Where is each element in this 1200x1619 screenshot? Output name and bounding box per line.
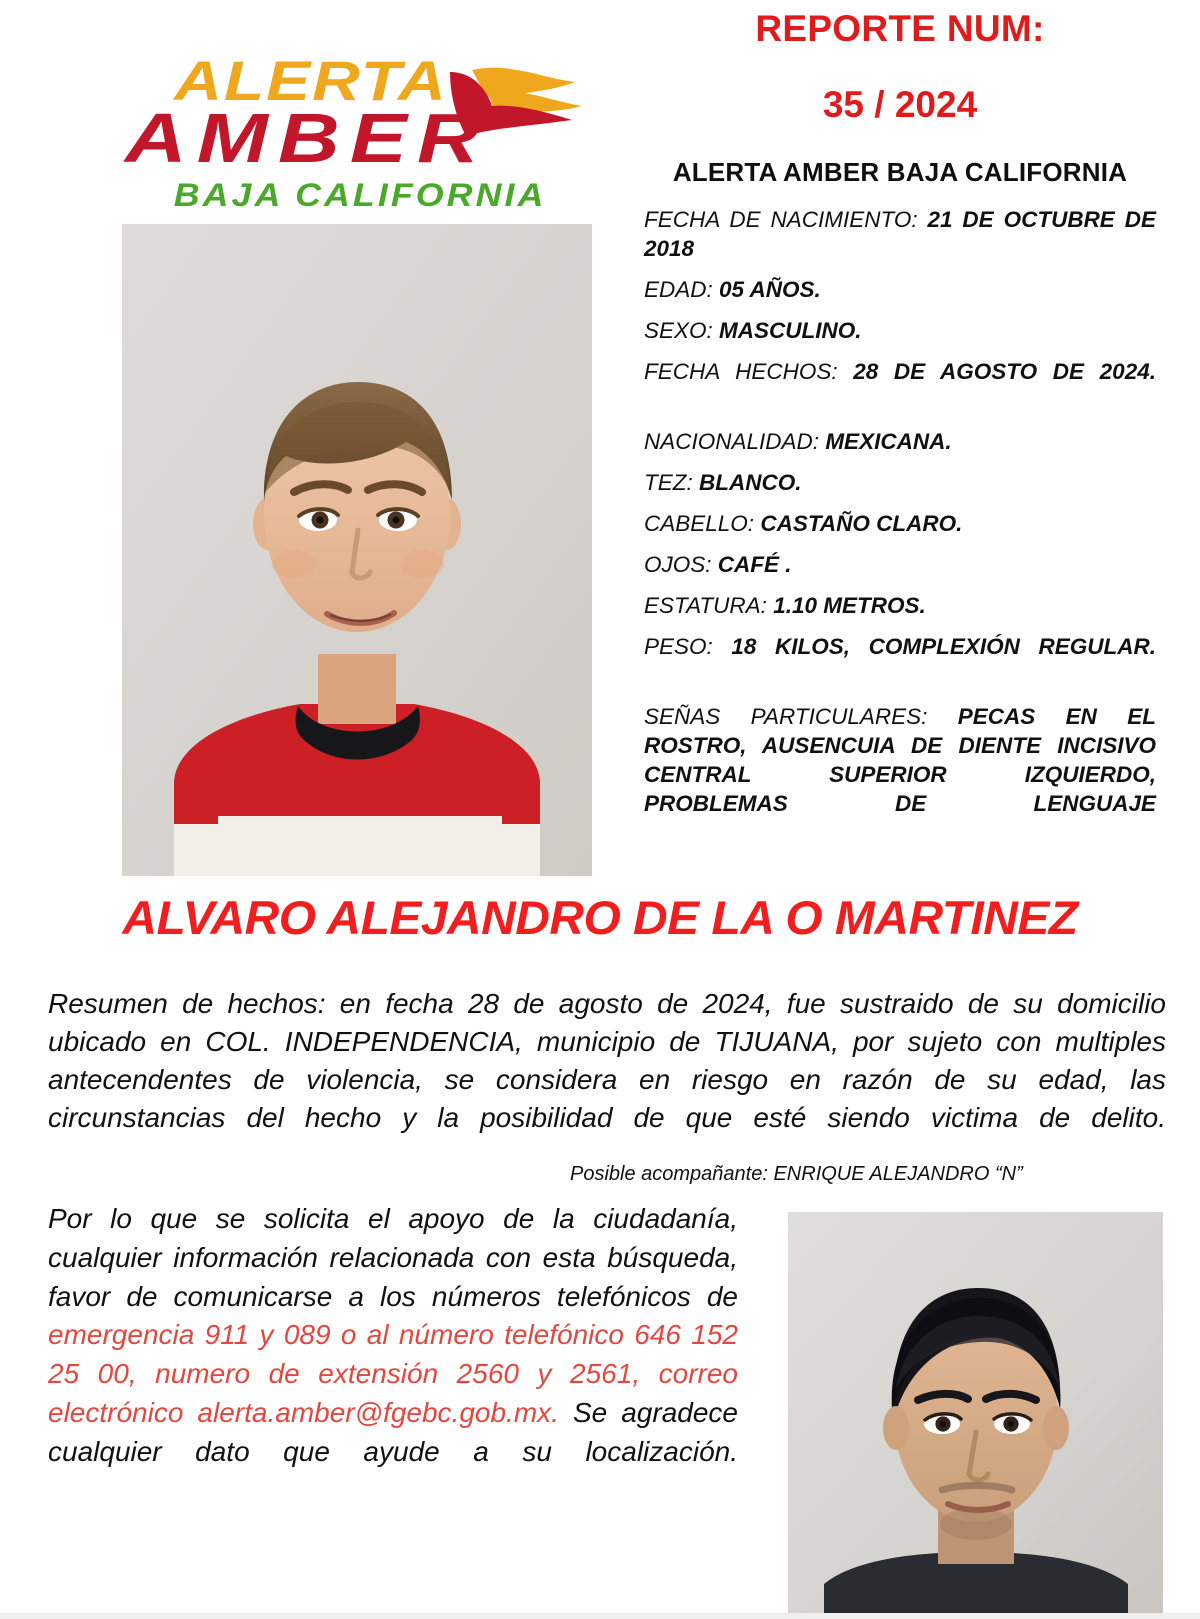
detail-value: 21 DE OCTUBRE DE 2018 (644, 207, 1156, 262)
detail-row (644, 632, 1156, 690)
detail-label: FECHA HECHOS: (644, 359, 838, 385)
detail-row (644, 205, 1156, 263)
detail-value: 18 KILOS, COMPLEXIÓN REGULAR. (731, 634, 1156, 660)
detail-row (644, 427, 1156, 456)
detail-row (644, 702, 1156, 847)
detail-row (644, 468, 1156, 497)
contact-paragraph (48, 1200, 738, 1510)
detail-value: PECAS EN EL ROSTRO, AUSENCUIA DE DIENTE INCISIVO CENTRAL SUPERIOR IZQUIERDO, PROBLEMAS DE LENGUAJE (644, 704, 1156, 817)
contact-text-highlight: emergencia 911 y 089 o al número telefónico 646 152 25 00, numero de extensión 2560 y 2561, correo electrónico alerta.amber@fgebc.gob.mx. (48, 1319, 738, 1428)
companion-caption: Posible acompañante: ENRIQUE ALEJANDRO “N” (570, 1163, 1023, 1185)
detail-value: CAFÉ . (717, 552, 792, 578)
detail-label: EDAD: (644, 277, 713, 303)
logo-text-baja-california: BAJA CALIFORNIA (173, 177, 544, 214)
detail-value: 28 DE AGOSTO DE 2024. (853, 359, 1156, 385)
detail-row (644, 316, 1156, 345)
contact-text-closing: Se agradece cualquier dato que ayude a su localización. (48, 1396, 738, 1467)
bottom-edge-strip (0, 1613, 1200, 1619)
logo-text-alerta: ALERTA (174, 49, 446, 112)
report-number-label: REPORTE NUM: (755, 8, 1045, 49)
alerta-amber-logo (120, 48, 590, 220)
report-number-value: 35 / 2024 (822, 84, 978, 125)
detail-label: NACIONALIDAD: (644, 429, 820, 455)
contact-text-intro: Por lo que se solicita el apoyo de la ciudadanía, cualquier información relacionada con esta búsqueda, favor de comunicarse a los números telefónicos de (48, 1203, 738, 1312)
detail-value: MASCULINO. (719, 318, 862, 344)
detail-row (644, 509, 1156, 538)
detail-value: 05 AÑOS. (719, 277, 821, 303)
detail-row (644, 550, 1156, 579)
detail-label: PESO: (644, 634, 713, 660)
missing-person-name: ALVARO ALEJANDRO DE LA O MARTINEZ (122, 891, 1078, 944)
companion-photo (788, 1212, 1163, 1619)
detail-value: MEXICANA. (825, 429, 952, 455)
missing-child-photo-image (122, 224, 592, 876)
detail-label: TEZ: (644, 470, 693, 496)
detail-label: SEXO: (644, 318, 713, 344)
alerta-amber-logo-icon (120, 48, 590, 220)
detail-label: SEÑAS PARTICULARES: (644, 704, 928, 730)
person-details-list (644, 205, 1156, 859)
detail-value: 1.10 METROS. (773, 593, 926, 619)
detail-row (644, 275, 1156, 304)
missing-child-photo (122, 224, 592, 876)
detail-label: OJOS: (644, 552, 712, 578)
detail-label: FECHA DE NACIMIENTO: (644, 207, 918, 232)
detail-value: BLANCO. (699, 470, 802, 496)
companion-photo-image (788, 1212, 1163, 1619)
detail-label: ESTATURA: (644, 593, 767, 619)
detail-label: CABELLO: (644, 511, 755, 537)
detail-row (644, 591, 1156, 620)
detail-value: CASTAÑO CLARO. (760, 511, 963, 537)
page-title: ALERTA AMBER BAJA CALIFORNIA (672, 157, 1128, 187)
detail-row (644, 357, 1156, 415)
summary-paragraph: Resumen de hechos: en fecha 28 de agosto de 2024, fue sustraido de su domicilio ubicado en COL. INDEPENDENCIA, municipio de TIJUANA, por sujeto con multiples antecendentes de violencia, se considera en riesgo en razón de su edad, las circunstancias del hecho y la posibilidad de que esté siendo victima de delito. (48, 988, 1166, 1134)
logo-text-amber: AMBER (124, 98, 479, 178)
